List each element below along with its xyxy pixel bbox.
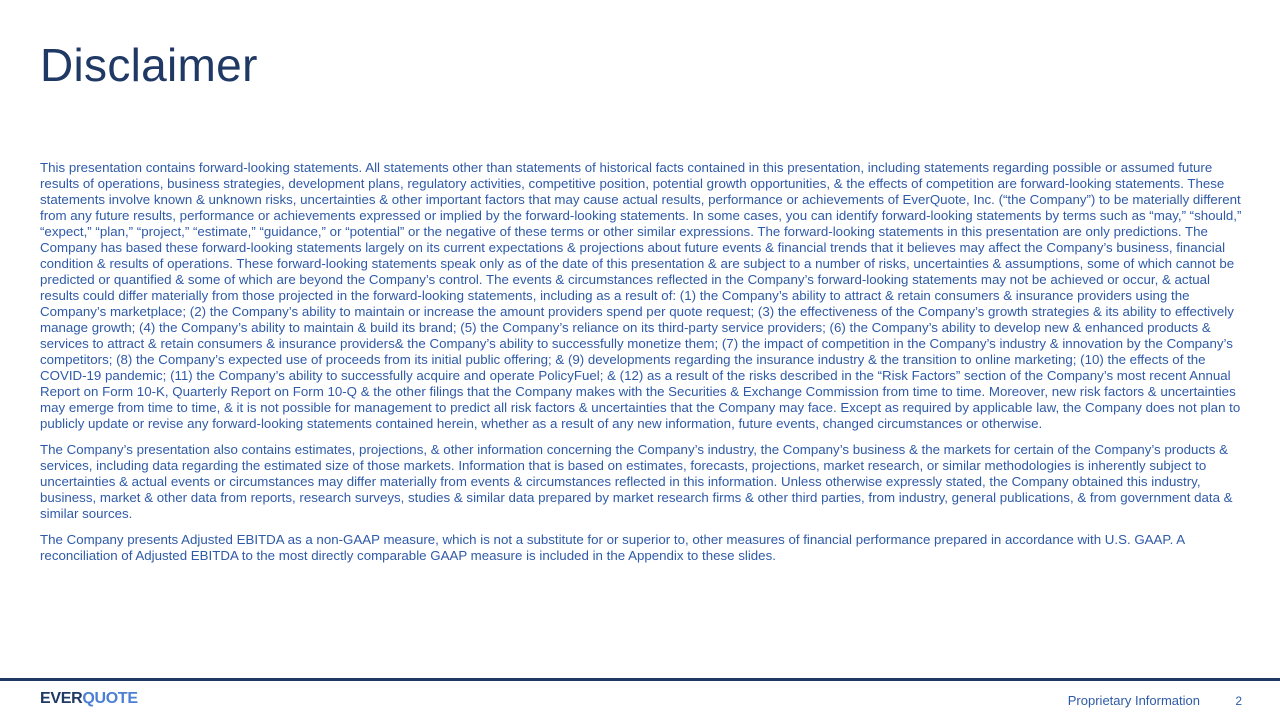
disclaimer-body (40, 160, 1246, 574)
logo-text-ever: EVER (40, 690, 83, 707)
footer-label: Proprietary Information (1067, 693, 1200, 708)
footer-divider (0, 678, 1280, 681)
paragraph-non-gaap: The Company presents Adjusted EBITDA as a non-GAAP measure, which is not a substitute for or superior to, other measures of financial performance prepared in accordance with U.S. GAAP. A reconciliation of Adjusted EBITDA to the most directly comparable GAAP measure is included in the Appendix to these slides. (40, 532, 1185, 563)
everquote-logo (40, 690, 138, 708)
paragraph-market-data: The Company’s presentation also contains estimates, projections, & other information concerning the Company’s industry, the Company’s business & the markets for certain of the Company’s products & services, including data regarding the estimated size of those markets. Information that is based on estimates, forecasts, projections, market research, or similar methodologies is inherently subject to uncertainties & actual events or circumstances may differ materially from events & circumstances reflected in this information. Unless otherwise expressly stated, the Company obtained this industry, business, market & other data from reports, research surveys, studies & similar data prepared by market research firms & other third parties, from industry, general publications, & from government data & similar sources. (40, 442, 1233, 521)
page-number: 2 (1235, 694, 1242, 708)
logo-text-quote: QUOTE (82, 690, 138, 707)
paragraph-forward-looking: This presentation contains forward-looking statements. All statements other than statements of historical facts contained in this presentation, including statements regarding possible or assumed future results of operations, business strategies, development plans, regulatory activities, competitive position, potential growth opportunities, & the effects of competition are forward-looking statements. These statements involve known & unknown risks, uncertainties & other important factors that may cause actual results, performance or achievements of EverQuote, Inc. (“the Company”) to be materially different from any future results, performance or achievements expressed or implied by the forward-looking statements. In some cases, you can identify forward-looking statements by terms such as “may,” “should,” “expect,” “plan,” “project,” “estimate,” “guidance,” or “potential” or the negative of these terms or other similar expressions. The forward-looking statements in this presentation are only predictions. The Company has based these forward-looking statements largely on its current expectations & projections about future events & financial trends that it believes may affect the Company’s business, financial condition & results of operations. These forward-looking statements speak only as of the date of this presentation & are subject to a number of risks, uncertainties & assumptions, some of which cannot be predicted or quantified & some of which are beyond the Company’s control. The events & circumstances reflected in the Company’s forward-looking statements may not be achieved or occur, & actual results could differ materially from those projected in the forward-looking statements, including as a result of: (1) the Company’s ability to attract & retain consumers & insurance providers using the Company’s marketplace; (2) the Company’s ability to maintain or increase the amount providers spend per quote request; (3) the effectiveness of the Company’s growth strategies & its ability to effectively manage growth; (4) the Company’s ability to maintain & build its brand; (5) the Company’s reliance on its third-party service providers; (6) the Company’s ability to develop new & enhanced products & services to attract & retain consumers & insurance providers& the Company’s ability to successfully monetize them; (7) the impact of competition in the Company’s industry & innovation by the Company’s competitors; (8) the Company’s expected use of proceeds from its initial public offering; & (9) developments regarding the insurance industry & the transition to online marketing; (10) the effects of the COVID-19 pandemic; (11) the Company’s ability to successfully acquire and operate PolicyFuel; & (12) as a result of the risks described in the “Risk Factors” section of the Company’s most recent Annual Report on Form 10-K, Quarterly Report on Form 10-Q & the other filings that the Company makes with the Securities & Exchange Commission from time to time. Moreover, new risk factors & uncertainties may emerge from time to time, & it is not possible for management to predict all risk factors & uncertainties that the Company may face. Except as required by applicable law, the Company does not plan to publicly update or revise any forward-looking statements contained herein, whether as a result of any new information, future events, changed circumstances or otherwise. (40, 160, 1242, 431)
page-title: Disclaimer (40, 39, 258, 91)
